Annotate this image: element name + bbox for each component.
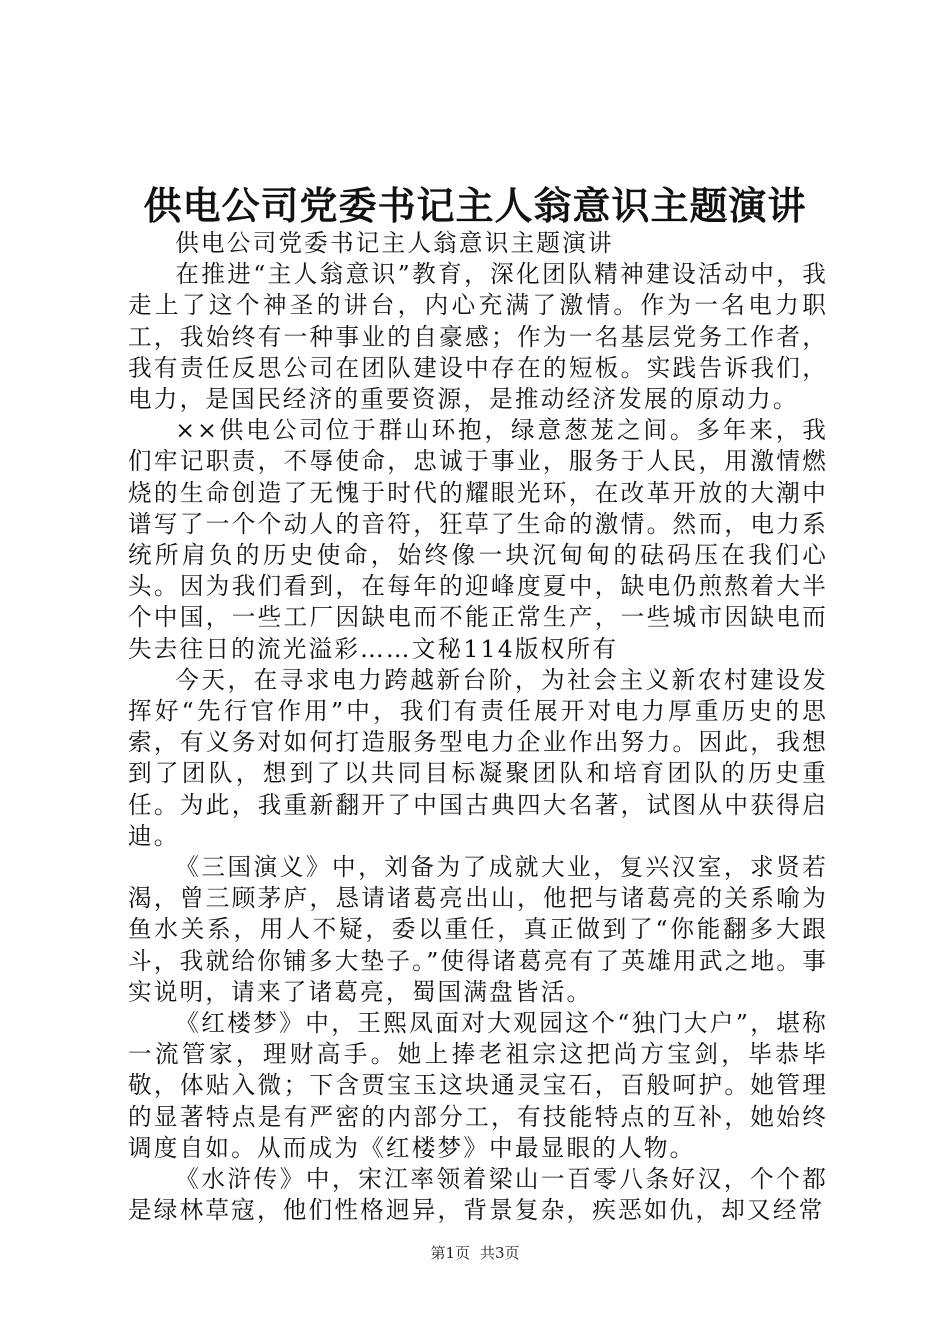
document-body bbox=[128, 228, 828, 1227]
paragraph-subtitle: 供电公司党委书记主人翁意识主题演讲 bbox=[175, 229, 614, 257]
page-total: 共3页 bbox=[480, 1244, 520, 1262]
paragraph: 《水浒传》中，宋江率领着梁山一百零八条好汉，个个都是绿林草寇，他们性格迥异，背景复杂，疾恶如仇，却又经常 bbox=[128, 1165, 828, 1225]
paragraph: 《红楼梦》中，王熙凤面对大观园这个“独门大户”，堪称一流管家，理财高手。她上捧老祖宗这把尚方宝剑，毕恭毕敬，体贴入微；下含贾宝玉这块通灵宝石，百般呵护。她管理的显著特点是有严密的内部分工，有技能特点的互补，她始终调度自如。从而成为《红楼梦》中最显眼的人物。 bbox=[128, 1009, 828, 1162]
paragraph: 《三国演义》中，刘备为了成就大业，复兴汉室，求贤若渴，曾三顾茅庐，恳请诸葛亮出山，他把与诸葛亮的关系喻为鱼水关系，用人不疑，委以重任，真正做到了“你能翻多大跟斗，我就给你铺多大垫子。”使得诸葛亮有了英雄用武之地。事实说明，请来了诸葛亮，蜀国满盘皆活。 bbox=[128, 853, 828, 1006]
document-title: 供电公司党委书记主人翁意识主题演讲 bbox=[143, 184, 807, 228]
paragraph: ××供电公司位于群山环抱，绿意葱茏之间。多年来，我们牢记职责，不辱使命，忠诚于事业，服务于人民，用激情燃烧的生命创造了无愧于时代的耀眼光环，在改革开放的大潮中谱写了一个个动人的音符，狂草了生命的激情。然而，电力系统所肩负的历史使命，始终像一块沉甸甸的砝码压在我们心头。因为我们看到，在每年的迎峰度夏中，缺电仍煎熬着大半个中国，一些工厂因缺电而不能正常生产，一些城市因缺电而失去往日的流光溢彩……文秘114版权所有 bbox=[128, 416, 828, 663]
page-number: 第1页 bbox=[430, 1244, 470, 1262]
paragraph: 今天，在寻求电力跨越新台阶，为社会主义新农村建设发挥好“先行官作用”中，我们有责任展开对电力厚重历史的思索，有义务对如何打造服务型电力企业作出努力。因此，我想到了团队，想到了以共同目标凝聚团队和培育团队的历史重任。为此，我重新翻开了中国古典四大名著，试图从中获得启迪。 bbox=[128, 665, 828, 850]
page-footer bbox=[0, 1243, 950, 1263]
paragraph: 在推进“主人翁意识”教育，深化团队精神建设活动中，我走上了这个神圣的讲台，内心充满了激情。作为一名电力职工，我始终有一种事业的自豪感；作为一名基层党务工作者，我有责任反思公司在团队建设中存在的短板。实践告诉我们，电力，是国民经济的重要资源，是推动经济发展的原动力。 bbox=[128, 260, 828, 414]
